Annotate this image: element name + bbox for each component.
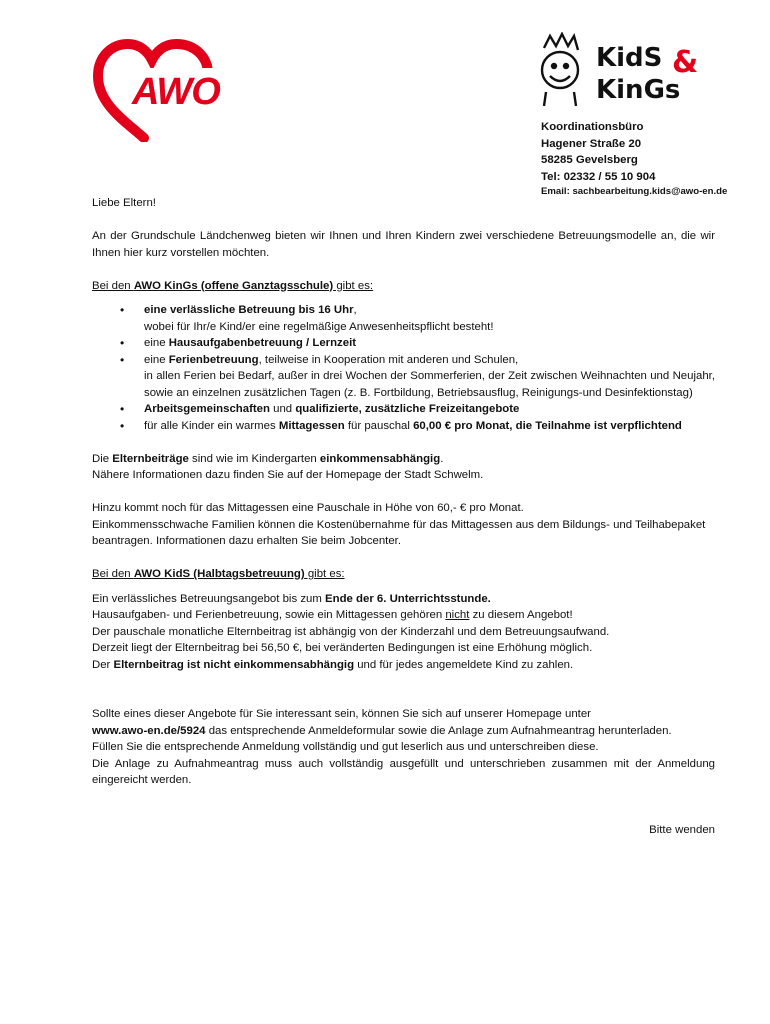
kids-logo-ampersand: & bbox=[672, 45, 699, 80]
awo-logo bbox=[92, 38, 224, 142]
meal-paragraph: Hinzu kommt noch für das Mittagessen eine Pauschale in Höhe von 60,- € pro Monat. bbox=[92, 502, 524, 514]
fees-paragraph: Die Elternbeiträge sind wie im Kindergarten einkommensabhängig. bbox=[92, 452, 444, 465]
kids-line-4: Derzeit liegt der Elternbeitrag bei 56,50 €, bei veränderten Bedingungen ist eine Erhöhung möglich. bbox=[92, 642, 593, 654]
kings-heading: Bei den AWO KinGs (offene Ganztagsschule) gibt es: bbox=[92, 279, 374, 292]
registration-line-1: Sollte eines dieser Angebote für Sie interessant sein, können Sie sich auf unserer Homepage unter bbox=[92, 708, 591, 720]
registration-line-3: Füllen Sie die entsprechende Anmeldung vollständig und gut leserlich aus und unterschreiben diese. bbox=[92, 741, 599, 753]
registration-line-4: Die Anlage zu Aufnahmeantrag muss auch vollständig ausgefüllt und unterschrieben zusammen mit der Anmeldung eingereicht werden. bbox=[92, 757, 715, 786]
list-item: • eine verlässliche Betreuung bis 16 Uhr, wobei für Ihr/e Kind/er eine regelmäßige Anwesenheitspflicht besteht! bbox=[92, 302, 715, 335]
registration-line-2: www.awo-en.de/5924 das entsprechende Anmeldeformular sowie die Anlage zum Aufnahmeantrag herunterladen. bbox=[92, 724, 672, 737]
fees-info: Nähere Informationen dazu finden Sie auf der Homepage der Stadt Schwelm. bbox=[92, 469, 484, 481]
office-street: Hagener Straße 20 bbox=[541, 137, 642, 150]
turn-over-note: Bitte wenden bbox=[649, 823, 715, 836]
list-item: • eine Hausaufgabenbetreuung / Lernzeit bbox=[92, 335, 715, 352]
kings-logo-text: KinGs bbox=[596, 75, 681, 105]
intro-paragraph: An der Grundschule Ländchenweg bieten wir Ihnen und Ihren Kindern zwei verschiedene Betreuungsmodelle an, die wir Ihnen hier kurz vorstellen möchten. bbox=[92, 230, 715, 259]
office-phone: Tel: 02332 / 55 10 904 bbox=[541, 170, 656, 183]
letter-body bbox=[92, 195, 715, 838]
contact-block bbox=[541, 119, 727, 199]
kids-line-3: Der pauschale monatliche Elternbeitrag ist abhängig von der Kinderzahl und dem Betreuungsaufwand. bbox=[92, 625, 610, 638]
office-name: Koordinationsbüro bbox=[541, 121, 644, 133]
list-item: • eine Ferienbetreuung, teilweise in Kooperation mit anderen und Schulen, in allen Ferien bei Bedarf, außer in drei Wochen der Sommerferien, der Zeit zwischen Weihnachten und Neujahr, sowie an einzelnen zusätzlichen Tagen (z. B. Fortbildung, Betriebsausflug, Reinigungs-und Desinfektionstag) bbox=[92, 352, 715, 402]
homepage-link[interactable]: www.awo-en.de/5924 bbox=[92, 724, 206, 737]
kids-kings-logo bbox=[538, 32, 708, 110]
office-email[interactable]: Email: sachbearbeitung.kids@awo-en.de bbox=[541, 186, 728, 197]
kids-logo-text: KidS bbox=[596, 43, 663, 73]
greeting: Liebe Eltern! bbox=[92, 197, 156, 209]
list-item: • für alle Kinder ein warmes Mittagessen für pauschal 60,00 € pro Monat, die Teilnahme ist verpflichtend bbox=[92, 418, 715, 435]
kids-line-2: Hausaufgaben- und Ferienbetreuung, sowie ein Mittagessen gehören nicht zu diesem Angebot! bbox=[92, 609, 573, 621]
kings-offer-list bbox=[92, 302, 715, 434]
child-face-icon bbox=[542, 34, 578, 106]
meal-subsidy: Einkommensschwache Familien können die Kostenübernahme für das Mittagessen aus dem Bildungs- und Teilhabepaket beantragen. Informationen dazu erhalten Sie beim Jobcenter. bbox=[92, 518, 706, 547]
awo-logo-text: AWO bbox=[132, 71, 220, 113]
list-item: • Arbeitsgemeinschaften und qualifizierte, zusätzliche Freizeitangebote bbox=[92, 401, 715, 418]
office-city: 58285 Gevelsberg bbox=[541, 154, 638, 166]
kids-line-1: Ein verlässliches Betreuungsangebot bis zum Ende der 6. Unterrichtsstunde. bbox=[92, 592, 491, 605]
kids-line-5: Der Elternbeitrag ist nicht einkommensabhängig und für jedes angemeldete Kind zu zahlen. bbox=[92, 658, 574, 671]
kids-heading: Bei den AWO KidS (Halbtagsbetreuung) gibt es: bbox=[92, 568, 345, 580]
